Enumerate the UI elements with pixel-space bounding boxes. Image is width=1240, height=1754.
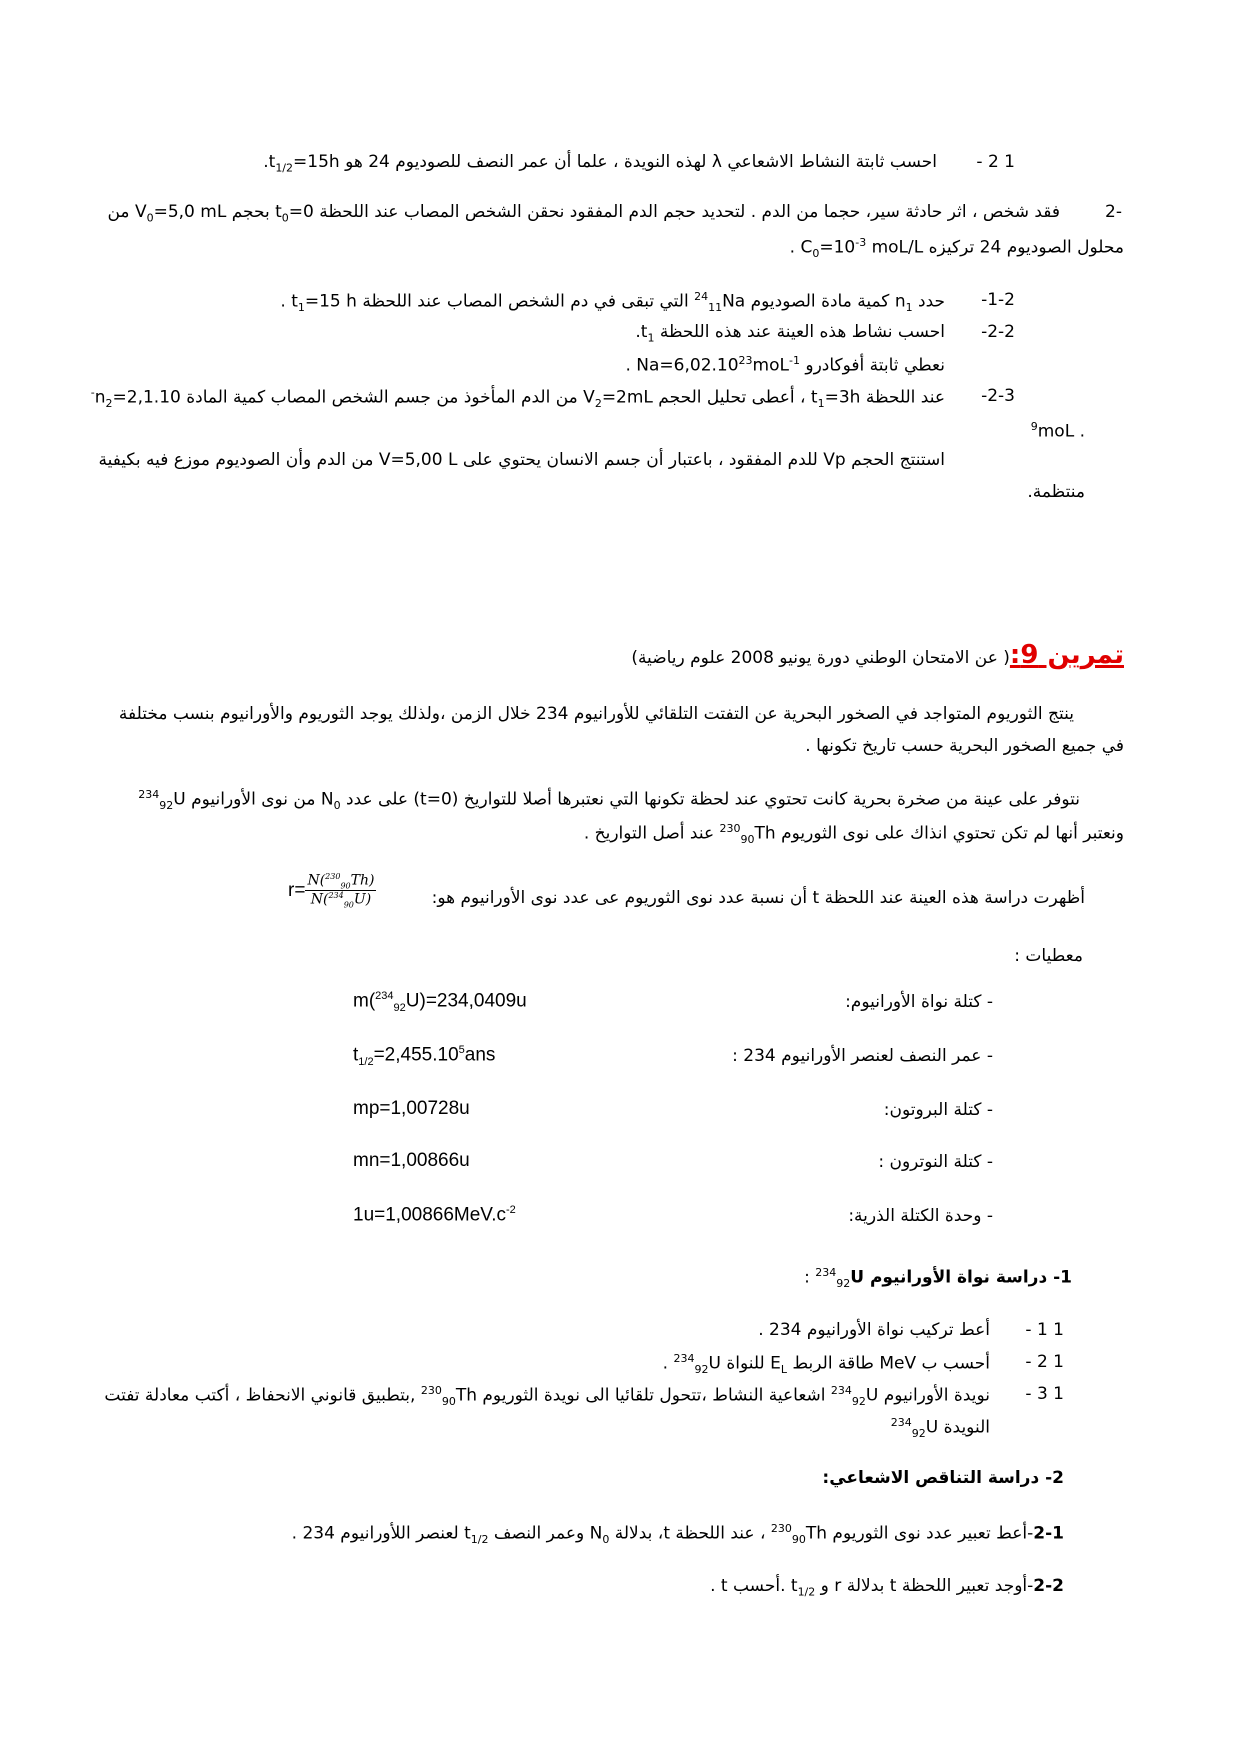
text-segment: 90 (441, 1395, 456, 1409)
text-segment: من نوى الأورانيوم (185, 789, 321, 810)
text-segment: 92 (694, 1363, 709, 1377)
atomic-number: 90 (340, 881, 351, 891)
text-segment: 0 (146, 211, 154, 225)
text-segment: =15h. (263, 152, 340, 172)
text-segment: 1/2 (470, 1533, 489, 1547)
text-segment: أعط تركيب نواة الأورانيوم 234 . (758, 1320, 990, 1340)
text-segment: 234 (138, 788, 160, 801)
text-line (1014, 946, 1083, 966)
text-line (91, 386, 945, 410)
text-segment: V (134, 202, 147, 222)
text-line (584, 822, 1124, 846)
text-segment: 1 (817, 397, 825, 411)
text-segment: =10 (819, 237, 856, 258)
text-segment: للنواة (720, 1353, 771, 1374)
question-number: -2-3 (981, 386, 1015, 406)
text-segment: 92 (836, 1277, 851, 1291)
given-label: - كتلة النوترون : (878, 1152, 993, 1172)
text-segment: Th ,بتطبيق قانوني الانحفاظ ، أكتب معادلة تفتت (104, 1385, 477, 1406)
question-number: - 3 1 (1025, 1384, 1064, 1404)
text-segment: . (625, 355, 637, 376)
text-segment: منتظمة. (1027, 482, 1085, 502)
ratio-formula (288, 872, 376, 910)
text-segment: .أحسب t . (710, 1576, 791, 1596)
text-segment: محلول الصوديوم 24 تركيزه (923, 237, 1124, 258)
text-line (758, 1320, 990, 1340)
text-segment: استنتج الحجم Vp للدم المفقود ، باعتبار أن جسم الانسان يحتوي على V=5,00 L من الدم وأن الصوديوم موزع فيه بكيفية (98, 450, 945, 470)
text-segment: -2 (506, 1204, 516, 1216)
text-segment: t (268, 152, 276, 172)
text-segment: في جميع الصخور البحرية حسب تاريخ تكونها . (805, 736, 1124, 756)
text-line (635, 322, 945, 344)
text-line (280, 290, 945, 314)
text-segment: t (291, 291, 298, 312)
text-line (104, 1384, 990, 1408)
text-segment: عند اللحظة t (810, 387, 945, 408)
text-segment: : (804, 1267, 816, 1288)
text-segment: U (850, 1267, 865, 1288)
text-segment: 1 (297, 301, 305, 315)
text-segment: t (275, 202, 282, 222)
text-segment: m( (353, 990, 376, 1012)
mass-number: 230 (325, 872, 341, 881)
text-segment: 234 (375, 990, 394, 1002)
text-segment: 11 (708, 301, 723, 315)
text-line (804, 1266, 1072, 1290)
text-segment: U . (662, 1353, 721, 1374)
text-line (625, 354, 945, 376)
text-segment: 2-2 (1033, 1576, 1064, 1596)
text-segment: moL/L . (789, 237, 924, 258)
text-segment: 1/2 (275, 161, 294, 175)
given-label: - وحدة الكتلة الذرية: (848, 1206, 993, 1226)
ratio-fraction (305, 872, 376, 910)
numerator: N( (307, 872, 326, 889)
given-label: - كتلة نواة الأورانيوم: (845, 992, 993, 1012)
question-number: -2-2 (981, 322, 1015, 342)
text-line (822, 1468, 1064, 1488)
text-segment: 0 (281, 211, 289, 225)
text-segment: ans (464, 1044, 496, 1066)
text-segment: 92 (159, 799, 174, 813)
given-value (353, 1044, 495, 1068)
text-line (432, 888, 1085, 908)
text-segment: 1- دراسة نواة الأورانيوم (864, 1267, 1072, 1288)
text-segment: =2,455.10 (373, 1044, 459, 1066)
question-number: - 1 1 (1025, 1320, 1064, 1340)
text-segment: كمية مادة الصوديوم (745, 291, 895, 312)
given-label: - عمر النصف لعنصر الأورانيوم 234 : (732, 1046, 993, 1066)
text-segment: 234 (673, 1352, 695, 1365)
text-segment: نعطي ثابتة أفوكادرو (799, 355, 945, 376)
given-value (353, 1098, 470, 1120)
text-segment: Th عند أصل التواريخ . (583, 823, 776, 844)
text-segment: 1 (647, 331, 655, 345)
given-label: - كتلة البروتون: (883, 1100, 993, 1120)
text-segment: 1/2 (358, 1056, 374, 1069)
question-number: - 2 1 (1025, 1352, 1064, 1372)
ratio-prefix: r= (288, 879, 306, 901)
text-line (138, 788, 1080, 812)
text-segment: t (353, 1044, 359, 1066)
given-value (353, 1150, 470, 1172)
text-segment: ونعتبر أنها لم تكن تحتوي انذاك على نوى الثوريوم (775, 823, 1124, 844)
text-segment: moL . (1037, 421, 1085, 442)
text-segment: نتوفر على عينة من صخرة بحرية كانت تحتوي عند لحظة تكونها التي نعتبرها أصلا للتواريخ (t=0) على عدد N (320, 789, 1080, 810)
question-number: -1-2 (981, 290, 1015, 310)
text-segment: U)=234,0409u (405, 990, 527, 1012)
text-line (891, 1416, 990, 1440)
text-segment: 230 (719, 822, 741, 835)
text-segment: أظهرت دراسة هذه العينة عند اللحظة t أن نسبة عدد نوى الثوريوم عى عدد نوى الأورانيوم هو: (431, 888, 1085, 908)
text-segment: وعمر النصف t (464, 1523, 590, 1544)
text-segment: 23 (738, 354, 753, 367)
text-segment: 234 (815, 1266, 837, 1279)
text-segment: 92 (851, 1395, 866, 1409)
text-segment: -1 (788, 354, 800, 367)
text-segment: mn=1,00866u (353, 1150, 470, 1171)
text-segment: 92 (911, 1427, 926, 1441)
atomic-number: 90 (343, 900, 354, 910)
text-segment: Na=6,02.10 (636, 355, 739, 376)
text-segment: حدد n (894, 291, 945, 312)
text-segment: -أوجد تعبير اللحظة t بدلالة r و t (790, 1576, 1034, 1596)
denominator: N( (310, 892, 329, 909)
given-value (353, 990, 527, 1014)
text-segment: 92 (393, 1002, 406, 1015)
text-line (1027, 482, 1085, 502)
text-segment: 2 (594, 397, 602, 411)
text-segment: 90 (740, 833, 755, 847)
text-line (263, 152, 937, 174)
text-segment: =2,1.10 (112, 387, 181, 408)
text-segment: ينتج الثوريوم المتواجد في الصخور البحرية عن التفتت التلقائي للأورانيوم 234 خلال الزمن ،ولذلك يوجد الثوريوم والأورانيوم بنسب مختلفة (118, 704, 1074, 724)
text-segment: C (800, 237, 813, 258)
text-line (98, 450, 945, 470)
text-segment: - (90, 386, 95, 399)
text-segment: 1/2 (797, 1585, 816, 1599)
text-segment: 90 (791, 1533, 806, 1547)
text-line (805, 736, 1124, 756)
text-line (663, 1352, 990, 1376)
text-segment: =2mL من الدم المأخوذ من جسم الشخص المصاب كمية المادة (180, 387, 653, 408)
text-segment: 2- دراسة التناقص الاشعاعي: (822, 1468, 1064, 1488)
text-segment: =5,0 mL من (107, 202, 227, 222)
text-segment: U (173, 789, 186, 810)
text-segment: n (94, 387, 106, 408)
text-segment: 2 (105, 397, 113, 411)
text-segment: 0 (812, 247, 820, 261)
exercise-heading (631, 640, 1124, 670)
text-line (790, 236, 1124, 260)
question-number: - 2 1 (976, 152, 1015, 172)
text-segment: 0 (333, 799, 341, 813)
text-segment: . (635, 322, 641, 342)
given-value (353, 1204, 516, 1226)
text-line (119, 704, 1074, 724)
text-line (710, 1576, 1064, 1598)
text-segment: =15 h . (280, 291, 357, 312)
text-segment: U (925, 1417, 939, 1438)
text-line (107, 202, 1060, 224)
text-segment: 0 (602, 1533, 610, 1547)
text-segment: -أعط تعبير عدد نوى الثوريوم (827, 1523, 1034, 1544)
text-segment: 9 (1030, 420, 1038, 433)
text-segment: نويدة الأورانيوم (878, 1385, 990, 1406)
text-segment: mp=1,00728u (353, 1098, 470, 1119)
text-segment: Th ، عند اللحظة t، بدلالة N (589, 1523, 828, 1544)
mass-number: 234 (328, 891, 344, 901)
element: U) (353, 892, 372, 909)
element: Th) (350, 872, 375, 889)
text-segment: احسب ثابتة النشاط الاشعاعي λ لهذه النويدة ، علما أن عمر النصف للصوديوم 24 هو (339, 152, 937, 172)
text-segment: فقد شخص ، اثر حادثة سير، حجما من الدم . لتحديد حجم الدم المفقود نحقن الشخص المصاب عند اللحظة (313, 202, 1060, 222)
text-segment: 24 (694, 290, 709, 303)
text-line (1031, 420, 1085, 442)
text-segment: 5 (458, 1044, 465, 1056)
text-segment: L (780, 1363, 787, 1377)
text-segment: 1 (905, 301, 913, 315)
text-segment: 230 (420, 1384, 442, 1397)
text-segment: 230 (770, 1522, 792, 1535)
text-segment: Na التي تبقى في دم الشخص المصاب عند اللحظة (356, 291, 746, 312)
question-number: 2- (1105, 202, 1122, 222)
exercise-title: تمرين 9: (1009, 640, 1124, 670)
text-segment: moL (752, 355, 789, 376)
text-segment: معطيات : (1014, 946, 1083, 966)
text-segment: 234 (830, 1384, 852, 1397)
text-segment: أحسب ب MeV طاقة الربط E (770, 1353, 990, 1374)
text-segment: احسب نشاط هذه العينة عند هذه اللحظة t (640, 322, 945, 342)
text-segment: U اشعاعية النشاط ،تتحول تلقائيا الى نويدة الثوريوم (477, 1385, 879, 1406)
text-segment: =3h ، أعطى تحليل الحجم V (583, 387, 861, 408)
text-segment: 2-1 (1033, 1523, 1064, 1544)
text-segment: =0 بحجم (226, 202, 314, 222)
text-segment: 234 (890, 1416, 912, 1429)
text-segment: لعنصر اللأورانيوم 234 . (291, 1523, 465, 1544)
text-line (292, 1522, 1064, 1546)
text-segment: -3 (855, 236, 867, 249)
text-segment: 1u=1,00866MeV.c (353, 1204, 507, 1226)
text-segment: النويدة (938, 1417, 990, 1438)
text-segment: ( عن الامتحان الوطني دورة يونيو 2008 علوم رياضية) (631, 648, 1010, 668)
